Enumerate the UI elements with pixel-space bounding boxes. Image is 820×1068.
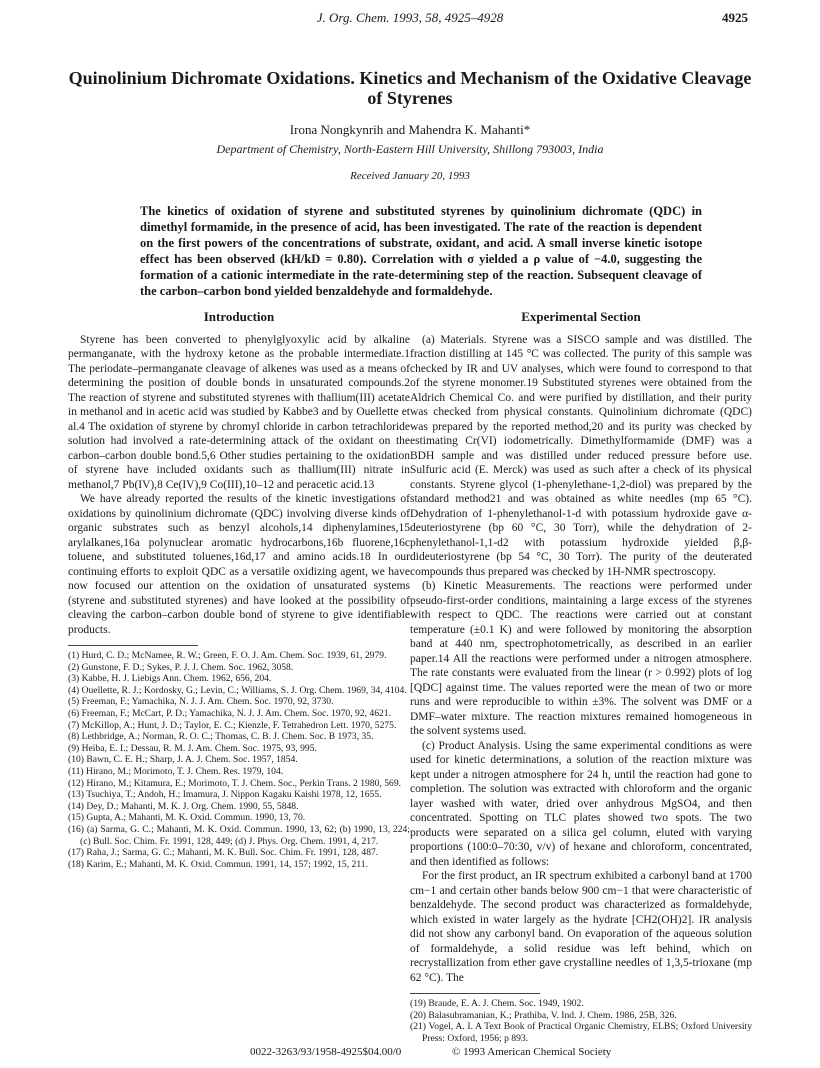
reference-item: (5) Freeman, F.; Yamachika, N. J. J. Am. Chem. Soc. 1970, 92, 3730. <box>68 696 334 708</box>
introduction-heading: Introduction <box>203 309 275 324</box>
copyright: © 1993 American Chemical Society <box>452 1046 612 1058</box>
product-identification-paragraph: For the first product, an IR spectrum exhibited a carbonyl band at 1700 cm−1 and certain other bands below 900 cm−1 that were characteristic of benzaldehyde. The second product was characterized as formaldehyde, which existed in water largely as the hydrate [CH2(OH)2]. IR analysis did not show any carbonyl band. On evaporation of the aqueous solution of formaldehyde, a solid residue was left behind, which on recrystallization from ether gave crystalline needles of 1,3,5-trioxane (mp 62 °C). The <box>410 870 752 984</box>
reference-item: (6) Freeman, F.; McCart, P. D.; Yamachika, N. J. J. Am. Chem. Soc. 1970, 92, 4621. <box>68 707 392 719</box>
authors: Irona Nongkynrih and Mahendra K. Mahanti* <box>289 122 531 137</box>
reference-item: (18) Karim, E.; Mahanti, M. K. Oxid. Commun. 1991, 14, 157; 1992, 15, 211. <box>68 858 368 870</box>
reference-item: (14) Dey, D.; Mahanti, M. K. J. Org. Chem. 1990, 55, 5848. <box>68 800 299 812</box>
right-column <box>410 310 752 1044</box>
references-left <box>68 650 410 870</box>
reference-item: (3) Kabbe, H. J. Liebigs Ann. Chem. 1962, 656, 204. <box>68 673 272 685</box>
reference-item: (12) Hirano, M.; Kitamura, E.; Morimoto, T. J. Chem. Soc., Perkin Trans. 2 1980, 569. <box>68 777 402 789</box>
reference-item: (13) Tsuchiya, T.; Andoh, H.; Imamura, J. Nippon Kagaku Kaishi 1978, 12, 1655. <box>68 789 382 801</box>
journal-reference: J. Org. Chem. 1993, 58, 4925–4928 <box>316 10 504 25</box>
reference-item: (20) Balasubramanian, K.; Prathiba, V. Ind. J. Chem. 1986, 25B, 326. <box>410 1009 677 1021</box>
reference-item: (9) Heiba, E. I.; Dessau, R. M. J. Am. Chem. Soc. 1975, 93, 995. <box>68 742 317 754</box>
materials-paragraph: (a) Materials. Styrene was a SISCO sample and was distilled. The fraction distilling at 145 °C was collected. The purity of this sample was checked by IR and UV analyses, which were found to correspond to that of the styrene monomer.19 Substituted styrenes were obtained from the Aldrich Chemical Co. and were purified by distillation, and their purity was checked from physical constants. Quinolinium dichromate (QDC) was prepared by the reported method,20 and its purity was checked by estimating Cr(VI) iodometrically. Dimethylformamide (DMF) was a BDH sample and was distilled under reduced pressure before use. Sulfuric acid (E. Merck) was used as such after a check of its physical constants. Styrene glycol (1-phenylethane-1,2-diol) was prepared by the standard method21 and was obtained as white needles (mp 65 °C). Dehydration of 1-phenylethanol-1-d with potassium hydroxide gave α-deuteriostyrene (bp 60 °C, 30 Torr), while the dehydration of 2-phenylethanol-1,1-d2 with potassium hydroxide yielded β,β-dideuteriostyrene (bp 54 °C, 30 Torr). The purity of the deuterated compounds thus prepared was checked by 1H-NMR spectroscopy. <box>410 333 752 578</box>
intro-paragraph-1: Styrene has been converted to phenylglyoxylic acid by alkaline permanganate, with the hydroxy ketone as the probable intermediate.1 The periodate–permanganate cleavage of alkenes was used as a means of determining the position of double bonds in unsaturated compounds.2 The reaction of styrene and substituted styrenes with thallium(III) acetate in methanol and in acetic acid was studied by Kabbe3 and by Ouellette et al.4 The oxidation of styrene by chromyl chloride in carbon tetrachloride solution had involved a rate-determining attack of the oxidant on the carbon–carbon double bond.5,6 Other studies pertaining to the oxidation of styrene have included oxidants such as thallium(III) nitrate in methanol,7 Pb(IV),8 Ce(IV),9 Co(III),10–12 and peracetic acid.13 <box>68 333 410 491</box>
page-number: 4925 <box>722 10 748 25</box>
references-right <box>410 998 752 1044</box>
received-date: Received January 20, 1993 <box>350 170 470 182</box>
left-column <box>68 310 410 870</box>
footnote-rule <box>68 645 198 646</box>
experimental-heading: Experimental Section <box>521 309 641 324</box>
article-code: 0022-3263/93/1958-4925$04.00/0 <box>250 1046 402 1058</box>
article-title: Quinolinium Dichromate Oxidations. Kinetics and Mechanism of the Oxidative Cleavage of Styrenes <box>68 68 752 108</box>
reference-item: (21) Vogel, A. I. A Text Book of Practical Organic Chemistry, ELBS; Oxford University Press: Oxford, 1956; p 893. <box>410 1021 752 1044</box>
reference-item: (4) Ouellette, R. J.; Kordosky, G.; Levin, C.; Williams, S. J. Org. Chem. 1969, 34, 4104. <box>68 684 407 696</box>
abstract: The kinetics of oxidation of styrene and substituted styrenes by quinolinium dichromate (QDC) in dimethyl formamide, in the presence of acid, has been investigated. The rate of the reaction is dependent on the first powers of the concentrations of substrate, oxidant, and acid. A small inverse kinetic isotope effect has been observed (kH/kD = 0.80). Correlation with σ yielded a ρ value of −4.0, suggesting the formation of a cationic intermediate in the rate-determining step of the reaction. Subsequent cleavage of the carbon–carbon bond yielded benzaldehyde and formaldehyde. <box>140 204 702 298</box>
reference-item: (11) Hirano, M.; Morimoto, T. J. Chem. Res. 1979, 104. <box>68 765 284 777</box>
reference-item: (10) Bawn, C. E. H.; Sharp, J. A. J. Chem. Soc. 1957, 1854. <box>68 754 298 766</box>
reference-item: (2) Gunstone, F. D.; Sykes, P. J. J. Chem. Soc. 1962, 3058. <box>68 661 294 673</box>
reference-item: (16) (a) Sarma, G. C.; Mahanti, M. K. Oxid. Commun. 1990, 13, 62; (b) 1990, 13, 224; (c) Bull. Soc. Chim. Fr. 1991, 128, 449; (d) J. Phys. Org. Chem. 1991, 4, 217. <box>68 823 410 847</box>
reference-item: (8) Lethbridge, A.; Norman, R. O. C.; Thomas, C. B. J. Chem. Soc. B 1973, 35. <box>68 731 374 743</box>
footnote-rule <box>410 993 540 994</box>
intro-paragraph-2: We have already reported the results of the kinetic investigations of oxidations by quinolinium dichromate (QDC) involving diverse kinds of organic substrates such as benzyl alcohols,14 diphenylamines,15 arylalkanes,16a polynuclear aromatic hydrocarbons,16b fluorene,16c toluene, and substituted toluenes,16d,17 and amino acids.18 In our continuing efforts to exploit QDC as a versatile oxidizing agent, we have now focused our attention on the oxidation of unsaturated systems (styrene and substituted styrenes) and have looked at the possibility of cleaving the carbon–carbon double bond of styrene to give identifiable products. <box>68 493 410 636</box>
reference-item: (15) Gupta, A.; Mahanti, M. K. Oxid. Commun. 1990, 13, 70. <box>68 812 306 824</box>
reference-item: (17) Raha, J.; Sarma, G. C.; Mahanti, M. K. Bull. Soc. Chim. Fr. 1991, 128, 487. <box>68 847 379 859</box>
kinetic-measurements-paragraph: (b) Kinetic Measurements. The reactions were performed under pseudo-first-order conditions, maintaining a large excess of the styrenes with respect to QDC. The reactions were carried out at constant temperature (±0.1 K) and were followed by monitoring the absorption band at 440 nm, spectrophotometrically, as described in an earlier paper.14 All the reactions were performed under a nitrogen atmosphere. The rate constants were evaluated from the linear (r > 0.992) plots of log [QDC] against time. The values reported were the mean of two or more runs and were reproducible to within ±3%. The solvent was DMF or a DMF–water mixture. The reaction mixtures remained homogeneous in the solvent systems used. <box>410 580 752 737</box>
affiliation: Department of Chemistry, North-Eastern Hill University, Shillong 793003, India <box>216 142 604 156</box>
reference-item: (19) Braude, E. A. J. Chem. Soc. 1949, 1902. <box>410 998 584 1009</box>
product-analysis-paragraph: (c) Product Analysis. Using the same experimental conditions as were used for kinetic determinations, a solution of the reaction mixture was kept under a nitrogen atmosphere for 24 h, until the reaction had gone to completion. The solution was extracted with chloroform and the organic layer washed with water, dried over anhydrous MgSO4, and then concentrated. Spotting on TLC plates showed two spots. The two products were separated on a silica gel column, eluted with varying proportions (100:0–70:30, v/v) of hexane and chloroform, concentrated, and then identified as follows: <box>410 739 752 868</box>
reference-item: (7) McKillop, A.; Hunt, J. D.; Taylor, E. C.; Kienzle, F. Tetrahedron Lett. 1970, 5275. <box>68 719 397 731</box>
reference-item: (1) Hurd, C. D.; McNamee, R. W.; Green, F. O. J. Am. Chem. Soc. 1939, 61, 2979. <box>68 650 387 661</box>
